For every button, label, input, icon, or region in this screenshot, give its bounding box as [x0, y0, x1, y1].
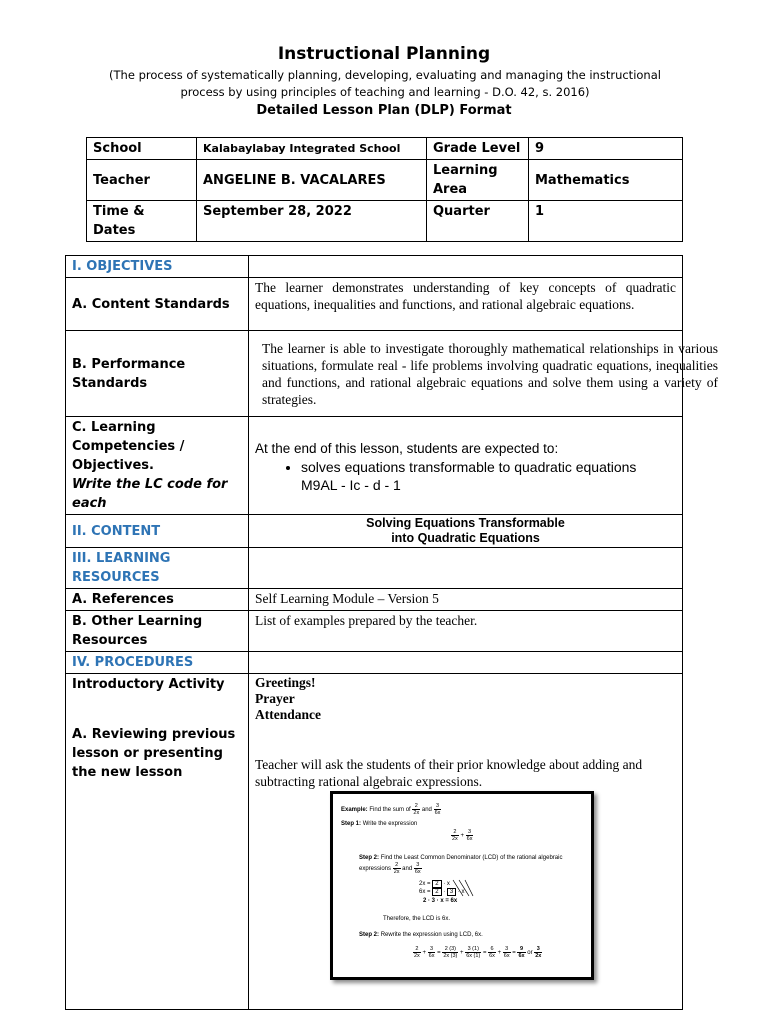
performance-label: B. Performance Standards: [66, 331, 249, 417]
quarter-value: 1: [529, 201, 683, 242]
time-value: September 28, 2022: [197, 201, 427, 242]
content-topic-line2: into Quadratic Equations: [391, 531, 540, 545]
content-standards-text: The learner demonstrates understanding of key concepts of quadratic equations, inequalities and functions, and rational algebraic equations.: [249, 278, 683, 331]
lc-code: M9AL - Ic - d - 1: [301, 477, 401, 493]
example-image: Example: Find the sum of $\frac{2}{2x}$ and $\frac{3}{6x}$ Step 1: Write the expression $\frac{2}{2x}$ + $\frac{3}{6x}$ Step 2: Find the Least Common Denominator (LCD) of the rational algebraic expressions $\frac{2}{2x}$ and $\frac{3}{6x}$ 2x = 2 · x 6x = 2 · 3 · x 2 · 3 · x = 6x Therefore, the LCD is 6x. Step 2: Rewrite the expression using LCD, 6x. $\frac{2}{2x}$ + $\frac{3}{6x}$ = $\frac{2 (3)}{2x (3)}$ + $\frac{3 (1)}{6x (1)}$ = $\frac{6}{6x}$ + $\frac{3}{6x}$ = $\frac{9}{6x}$ or $\frac{3}{2x}$: [330, 791, 594, 980]
grade-value: 9: [529, 138, 683, 160]
other-resources-label: B. Other Learning Resources: [66, 611, 249, 652]
teacher-label: Teacher: [87, 160, 197, 201]
teacher-ask: Teacher will ask the students of their prior knowledge about adding and subtracting rational algebraic expressions.: [255, 757, 643, 789]
prayer: Prayer: [255, 691, 295, 706]
info-table: [86, 137, 683, 242]
page-subtitle: (The process of systematically planning, developing, evaluating and managing the instructional process by using principles of teaching and learning - D.O. 42, s. 2016): [109, 68, 661, 99]
references-text: Self Learning Module – Version 5: [249, 589, 683, 611]
area-value: Mathematics: [529, 160, 683, 201]
lcd-arrows-icon: [451, 878, 475, 898]
school-value: Kalabaylabay Integrated School: [197, 138, 427, 160]
reviewing-label: A. Reviewing previous lesson or presenting the new lesson: [72, 727, 236, 780]
references-label: A. References: [66, 589, 249, 611]
grade-label: Grade Level: [427, 138, 529, 160]
procedures-heading: IV. PROCEDURES: [66, 652, 249, 674]
teacher-value: ANGELINE B. VACALARES: [197, 160, 427, 201]
competencies-label: C. Learning Competencies / Objectives.: [72, 420, 185, 473]
lcd-diagram: 2x = 2 · x 6x = 2 · 3 · x: [419, 881, 465, 895]
intro-activity-label: Introductory Activity: [72, 677, 225, 692]
area-label: Learning Area: [427, 160, 529, 201]
competencies-list: [255, 458, 676, 494]
content-heading: II. CONTENT: [66, 515, 249, 548]
page-title: Instructional Planning: [277, 44, 491, 64]
rewrite-expression: $\frac{2}{2x}$ + $\frac{3}{6x}$ = $\frac{2 (3)}{2x (3)}$ + $\frac{3 (1)}{6x (1)}$ = $\frac{6}{6x}$ + $\frac{3}{6x}$ = $\frac{9}{6x}$ or $\frac{3}{2x}$: [414, 946, 542, 959]
resources-heading: III. LEARNING RESOURCES: [66, 548, 249, 589]
objectives-heading: I. OBJECTIVES: [66, 256, 249, 278]
quarter-label: Quarter: [427, 201, 529, 242]
other-resources-text: List of examples prepared by the teacher.: [249, 611, 683, 652]
performance-text: The learner is able to investigate thoroughly mathematical relationships in various situations, formulate real - life problems involving quadratic equations, inequalities and functions, and rational algebraic equations and solve them using a variety of strategies.: [262, 340, 718, 407]
greetings: Greetings!: [255, 675, 316, 690]
content-standards-label: A. Content Standards: [66, 278, 249, 331]
time-label: Time & Dates: [87, 201, 197, 242]
school-label: School: [87, 138, 197, 160]
format-title: Detailed Lesson Plan (DLP) Format: [256, 103, 512, 118]
competencies-intro: At the end of this lesson, students are expected to:: [255, 441, 559, 456]
attendance: Attendance: [255, 707, 321, 722]
competency-item: • solves equations transformable to quadratic equations M9AL - Ic - d - 1: [301, 458, 676, 494]
competencies-note: Write the LC code for each: [72, 477, 228, 511]
content-topic-line1: Solving Equations Transformable: [366, 516, 565, 530]
